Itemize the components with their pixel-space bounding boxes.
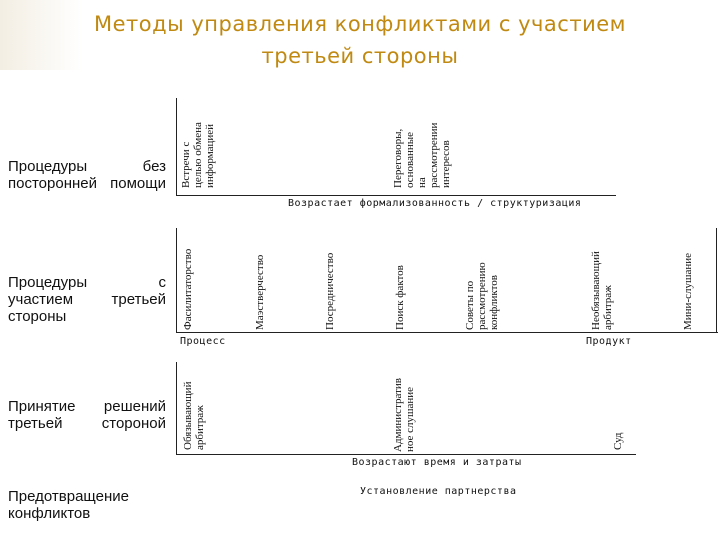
item-negotiations: Переговоры, основанные на рассмотрении интересов [392, 122, 452, 188]
item-nonbinding-arbitration: Необязывающий арбитраж [590, 251, 614, 330]
item-admin-hearing: Административ ное слушание [392, 378, 416, 452]
row1-axis-line [176, 195, 616, 196]
row2-axis-right-label: Продукт [586, 336, 632, 347]
row1-left-divider [176, 98, 177, 195]
row4-partnership: Установление партнерства [360, 486, 517, 497]
item-meetings: Встречи с целью обмена информацией [180, 122, 216, 188]
item-facilitation: Фасилитаторство [182, 248, 194, 330]
title-line-1: Методы управления конфликтами с участием [93, 12, 626, 36]
row3-axis-line [176, 454, 636, 455]
item-binding-arbitration: Обязывающий арбитраж [182, 381, 206, 450]
page-title [40, 8, 680, 72]
row-label-prevention: Предотвращение конфликтов [8, 488, 129, 522]
row-label-no-help: Процедуры без посторонней помощи [8, 158, 166, 192]
row-label-third-party: Процедуры с участием третьей стороны [8, 274, 166, 325]
item-mediation: Посредничество [324, 252, 336, 330]
row3-axis-label: Возрастают время и затраты [352, 457, 522, 468]
item-mentoring: Маэстверчество [254, 254, 266, 330]
item-mini-trial: Мини-слушание [682, 253, 694, 330]
row2-axis-line [176, 332, 718, 333]
row2-right-divider [716, 228, 717, 332]
title-line-2: третьей стороны [261, 44, 459, 68]
row-label-decision: Принятие решений третьей стороной [8, 398, 166, 432]
item-fact-finding: Поиск фактов [394, 265, 406, 330]
row2-axis-left-label: Процесс [180, 336, 226, 347]
row3-left-divider [176, 362, 177, 454]
row1-axis-label: Возрастает формализованность / структуризация [288, 198, 582, 209]
item-court: Суд [612, 432, 624, 450]
row2-left-divider [176, 228, 177, 332]
item-council: Советы по рассмотрению конфликтов [464, 262, 500, 330]
